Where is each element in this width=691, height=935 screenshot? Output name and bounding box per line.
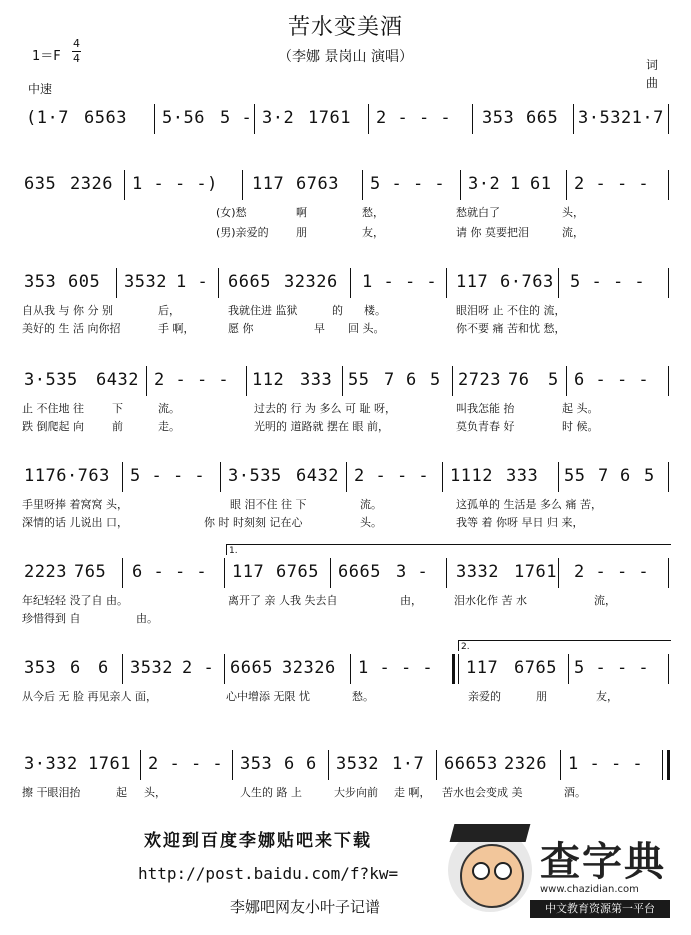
note-group: 2 - - - (148, 754, 224, 774)
note-group: 665 (526, 108, 559, 128)
note-group: 5 (548, 370, 559, 390)
note-group: 5 - (220, 108, 253, 128)
note-group: 6665 (338, 562, 381, 582)
logo-brand: 查字典 (540, 839, 666, 885)
note-group: 2223 (24, 562, 67, 582)
note-group: 3·535 (228, 466, 282, 486)
note-group: 6432 (96, 370, 139, 390)
note-group: 117 (456, 272, 489, 292)
graduation-cap-icon (450, 824, 531, 842)
note-group: 1 - (176, 272, 209, 292)
note-group: 6665 (230, 658, 273, 678)
note-group: 6 - - - (132, 562, 208, 582)
note-group: 6563 (84, 108, 127, 128)
note-group: 1761 (88, 754, 131, 774)
note-group: 1 (510, 174, 521, 194)
key-signature: 1＝F (32, 49, 61, 64)
note-group: 117 (232, 562, 265, 582)
logo-tagline: 中文教育资源第一平台 (530, 900, 670, 918)
note-group: 76 (508, 370, 530, 390)
note-group: 333 (300, 370, 333, 390)
note-group: 5 - - - (370, 174, 446, 194)
note-group: 6665 (228, 272, 271, 292)
note-group: 353 (24, 272, 57, 292)
meter-bottom: 4 (73, 52, 80, 65)
footer-url-link[interactable]: http://post.baidu.com/f?kw= (138, 864, 399, 883)
note-group: 6 (406, 370, 417, 390)
credit-composer: 曲 (646, 76, 659, 90)
note-group: 6 (98, 658, 109, 678)
note-group: 1 - - - (568, 754, 644, 774)
note-group: 6 (306, 754, 317, 774)
note-group: 66653 (444, 754, 498, 774)
song-title: 苦水变美酒 (287, 15, 403, 40)
note-group: 55 (348, 370, 370, 390)
second-ending-bracket: 2. (458, 640, 671, 651)
footer-transcriber: 李娜吧网友小叶子记谱 (230, 898, 381, 916)
mascot-eye-icon (494, 862, 512, 880)
note-group: 5 - - - (130, 466, 206, 486)
note-group: 5·56 (162, 108, 205, 128)
note-group: 353 (240, 754, 273, 774)
note-group: 3·2 (262, 108, 295, 128)
note-group: 1·7 (392, 754, 425, 774)
mascot-eye-icon (472, 862, 490, 880)
first-ending-bracket: 1. (226, 544, 671, 555)
note-group: 2 - - - (376, 108, 452, 128)
mascot-face-icon (460, 844, 524, 908)
note-group: 2 - - - (154, 370, 230, 390)
time-signature (72, 38, 81, 65)
note-group: 112 (252, 370, 285, 390)
note-group: 61 (530, 174, 552, 194)
note-group: 3·2 (468, 174, 501, 194)
meter-top: 4 (73, 37, 80, 50)
note-group: 5 (430, 370, 441, 390)
note-group: 3·5321·7 (578, 108, 664, 128)
note-group: 3·535 (24, 370, 78, 390)
note-group: 3532 (124, 272, 167, 292)
note-group: 2 - - - (574, 562, 650, 582)
note-group: 3·332 (24, 754, 78, 774)
note-group: 117 (466, 658, 499, 678)
note-group: 765 (74, 562, 107, 582)
note-group: 5 - - - (570, 272, 646, 292)
tempo-marking: 中速 (28, 82, 53, 96)
note-group: 6·763 (500, 272, 554, 292)
note-group: 32326 (282, 658, 336, 678)
note-group: 6 (284, 754, 295, 774)
note-group: 117 (252, 174, 285, 194)
note-group: 3332 (456, 562, 499, 582)
note-group: 7 (598, 466, 609, 486)
note-group: 55 (564, 466, 586, 486)
note-group: 1761 (308, 108, 351, 128)
note-group: 635 (24, 174, 57, 194)
song-subtitle: （李娜 景岗山 演唱） (278, 49, 413, 65)
note-group: 605 (68, 272, 101, 292)
logo-site: www.chazidian.com (540, 884, 639, 895)
note-group: 6 - - - (574, 370, 650, 390)
note-group: 1 - - - (362, 272, 438, 292)
note-group: 1761 (514, 562, 557, 582)
note-group: 3 - (396, 562, 429, 582)
note-group: 353 (24, 658, 57, 678)
chazidian-logo (448, 822, 674, 924)
note-group: 2 - (182, 658, 215, 678)
note-group: 6763 (296, 174, 339, 194)
note-group: 7 (384, 370, 395, 390)
note-group: 2326 (504, 754, 547, 774)
note-group: (1·7 (26, 108, 69, 128)
note-group: 2 - - - (574, 174, 650, 194)
note-group: 1176·763 (24, 466, 110, 486)
note-group: 5 (644, 466, 655, 486)
note-group: 6 (620, 466, 631, 486)
note-group: 3532 (130, 658, 173, 678)
note-group: 2326 (70, 174, 113, 194)
note-group: 1112 (450, 466, 493, 486)
note-group: 32326 (284, 272, 338, 292)
note-group: 1 - - -) (132, 174, 218, 194)
credit-lyricist: 词 (646, 58, 659, 72)
note-group: 353 (482, 108, 515, 128)
note-group: 6 (70, 658, 81, 678)
note-group: 6765 (276, 562, 319, 582)
note-group: 2723 (458, 370, 501, 390)
note-group: 6432 (296, 466, 339, 486)
note-group: 5 - - - (574, 658, 650, 678)
note-group: 2 - - - (354, 466, 430, 486)
note-group: 6765 (514, 658, 557, 678)
note-group: 333 (506, 466, 539, 486)
note-group: 1 - - - (358, 658, 434, 678)
note-group: 3532 (336, 754, 379, 774)
footer-welcome: 欢迎到百度李娜贴吧来下载 (144, 831, 372, 851)
